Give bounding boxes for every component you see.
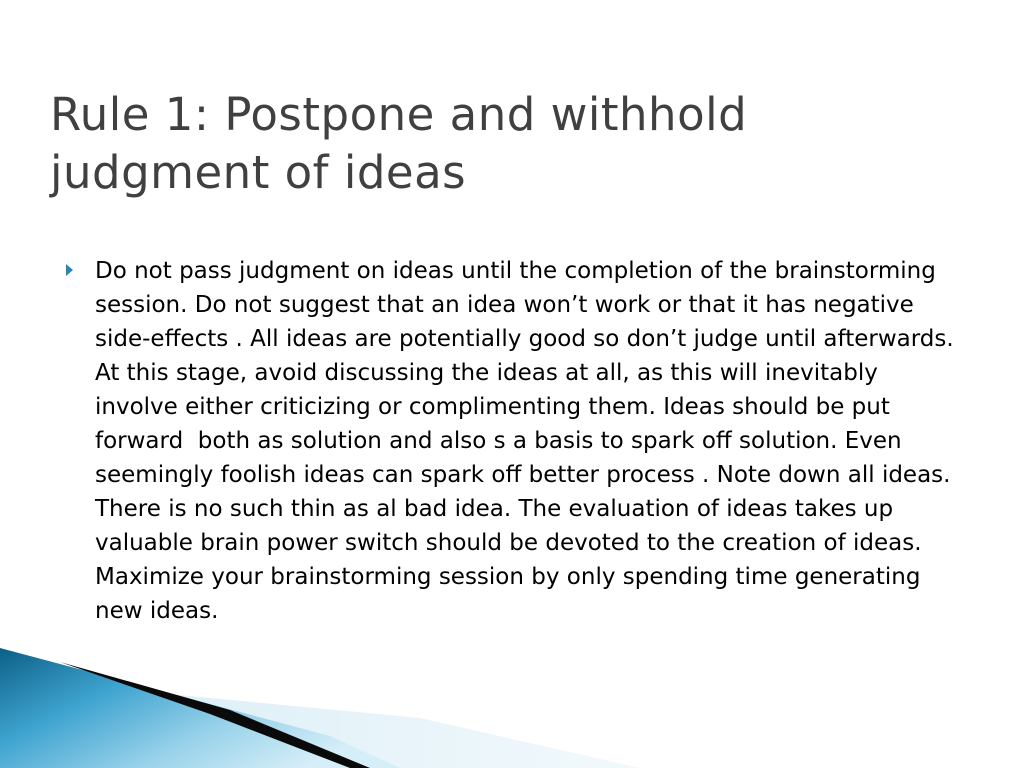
bullet-item: [64, 254, 964, 628]
bullet-text: Do not pass judgment on ideas until the completion of the brainstorming session. Do not suggest that an idea won’t work or that it has negative side-effects . All ideas are potentially good so don’t judge until afterwards. At this stage, avoid discussing the ideas at all, as this will inevitably involve either criticizing or complimenting them. Ideas should be put forward both as solution and also s a basis to spark off solution. Even seemingly foolish ideas can spark off better process . Note down all ideas. There is no such thin as al bad idea. The evaluation of ideas takes up valuable brain power switch should be devoted to the creation of ideas. Maximize your brainstorming session by only spending time generating new ideas.: [95, 258, 962, 624]
wave-dark-stripe: [60, 662, 370, 768]
wave-blue-wedge: [0, 648, 400, 768]
triangle-right-icon: [66, 264, 73, 276]
decorative-wave: [0, 640, 1024, 768]
slide-title: Rule 1: Postpone and withhold judgment of ideas: [50, 88, 748, 199]
wave-pale-band: [0, 678, 640, 768]
bullet-list: [64, 254, 964, 628]
